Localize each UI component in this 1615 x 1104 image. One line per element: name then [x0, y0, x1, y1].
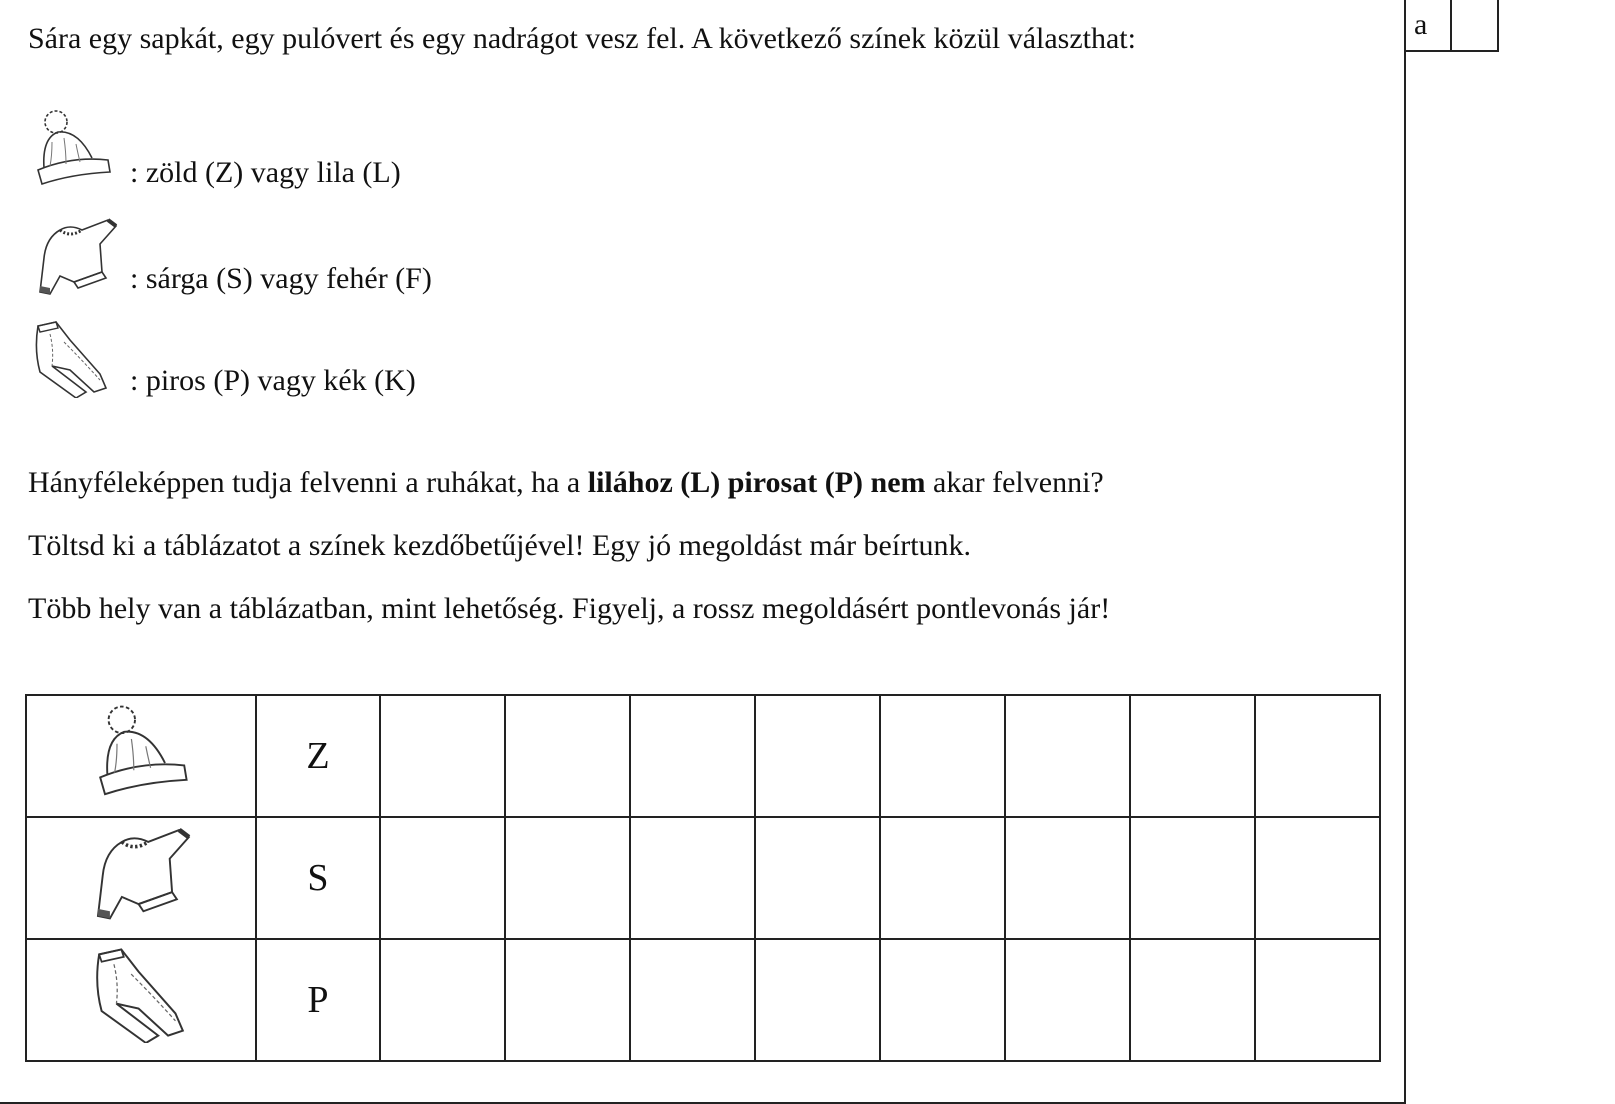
trousers-icon — [30, 320, 114, 398]
table-row-trousers — [26, 939, 1380, 1061]
question-text — [28, 466, 1104, 500]
answer-cell[interactable] — [1255, 817, 1380, 939]
answer-cell[interactable] — [755, 817, 880, 939]
intro-text: Sára egy sapkát, egy pulóvert és egy nadrágot vesz fel. A következő színek közül választhat: — [28, 22, 1136, 55]
row-icon-cell — [26, 939, 256, 1061]
answer-cell[interactable] — [505, 939, 630, 1061]
score-label: a — [1414, 8, 1428, 41]
option-sweater-text: : sárga (S) vagy fehér (F) — [130, 262, 432, 295]
example-cell: P — [256, 939, 380, 1061]
example-cell: S — [256, 817, 380, 939]
score-label-cell — [1406, 0, 1452, 50]
answer-cell[interactable] — [880, 939, 1005, 1061]
answer-cell[interactable] — [1005, 939, 1130, 1061]
example-cell: Z — [256, 695, 380, 817]
answer-cell[interactable] — [1130, 695, 1255, 817]
question-part2: akar felvenni? — [925, 466, 1104, 499]
answer-cell[interactable] — [1130, 939, 1255, 1061]
answer-cell[interactable] — [755, 695, 880, 817]
score-value-cell[interactable] — [1452, 0, 1499, 50]
answer-cell[interactable] — [630, 817, 755, 939]
sweater-icon — [30, 216, 122, 296]
answer-cell[interactable] — [380, 695, 505, 817]
answer-cell[interactable] — [1255, 939, 1380, 1061]
answer-cell[interactable] — [380, 817, 505, 939]
question-bold: lilához (L) pirosat (P) nem — [587, 466, 926, 499]
score-box — [1406, 0, 1499, 52]
table-row-sweater — [26, 817, 1380, 939]
answer-cell[interactable] — [880, 695, 1005, 817]
answer-cell[interactable] — [755, 939, 880, 1061]
instruction-1: Töltsd ki a táblázatot a színek kezdőbetűjével! Egy jó megoldást már beírtunk. — [28, 529, 972, 562]
answer-cell[interactable] — [1130, 817, 1255, 939]
answer-cell[interactable] — [630, 695, 755, 817]
answer-cell[interactable] — [1005, 817, 1130, 939]
answer-cell[interactable] — [505, 817, 630, 939]
answer-cell[interactable] — [380, 939, 505, 1061]
hat-icon — [91, 703, 191, 799]
row-icon-cell — [26, 695, 256, 817]
option-hat-text: : zöld (Z) vagy lila (L) — [130, 156, 401, 189]
hat-icon — [32, 108, 112, 188]
option-trousers-text: : piros (P) vagy kék (K) — [130, 364, 416, 397]
answer-table — [25, 694, 1381, 1062]
table-row-hat — [26, 695, 1380, 817]
answer-cell[interactable] — [880, 817, 1005, 939]
answer-cell[interactable] — [630, 939, 755, 1061]
instruction-2: Több hely van a táblázatban, mint lehetőség. Figyelj, a rossz megoldásért pontlevonás jár! — [28, 592, 1111, 625]
answer-cell[interactable] — [1005, 695, 1130, 817]
answer-cell[interactable] — [1255, 695, 1380, 817]
row-icon-cell — [26, 817, 256, 939]
answer-cell[interactable] — [505, 695, 630, 817]
trousers-icon — [89, 947, 193, 1043]
sweater-icon — [86, 825, 196, 921]
question-part1: Hányféleképpen tudja felvenni a ruhákat, ha a — [28, 466, 588, 499]
